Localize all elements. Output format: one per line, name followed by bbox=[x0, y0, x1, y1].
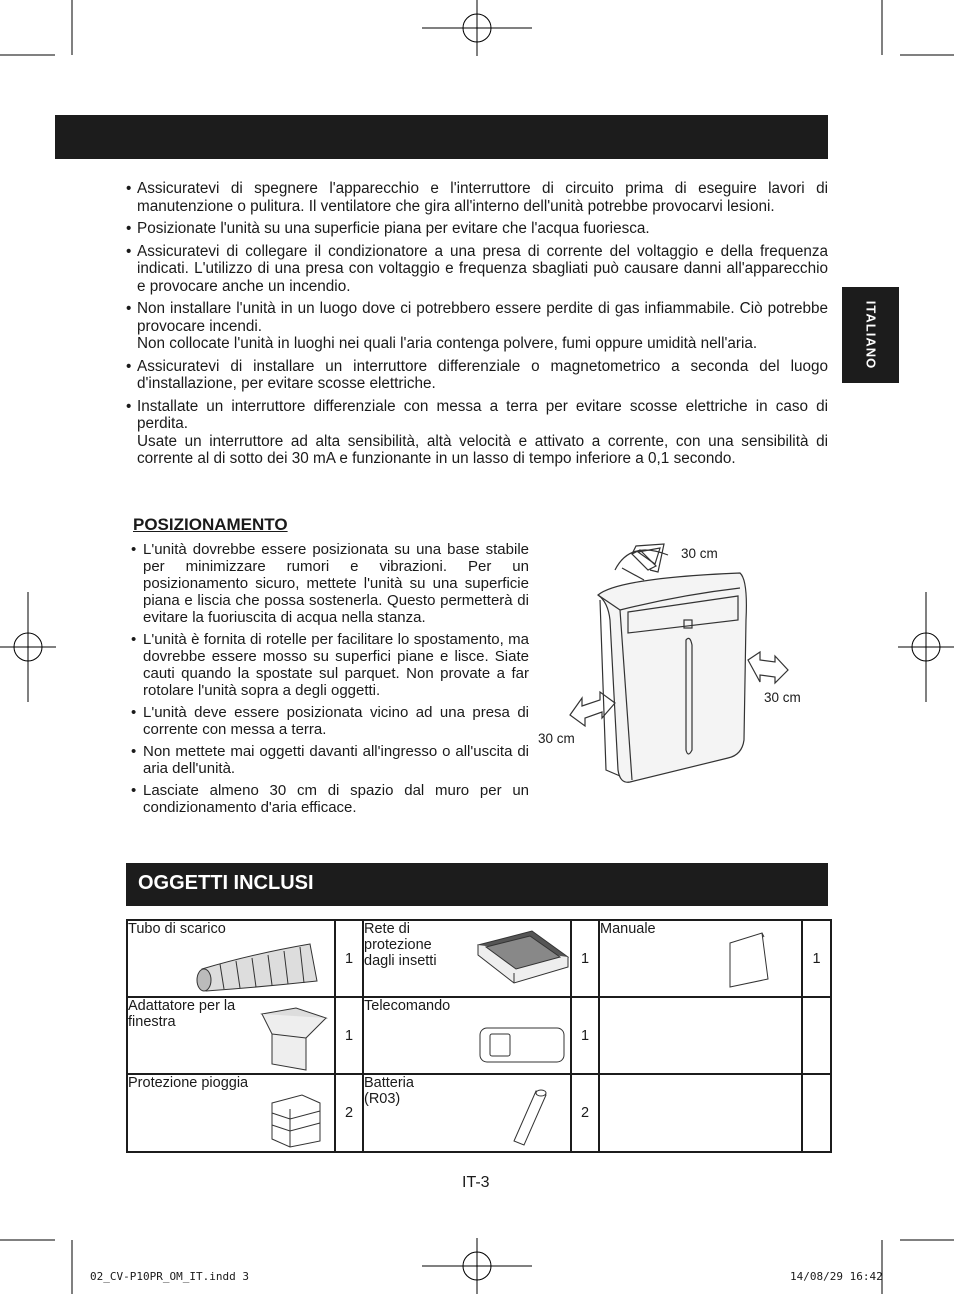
item-qty: 1 bbox=[335, 997, 363, 1074]
item-qty: 2 bbox=[571, 1074, 599, 1152]
item-cell: Telecomando bbox=[363, 997, 571, 1074]
empty-cell bbox=[599, 1074, 802, 1152]
warning-item: • Installate un interruttore differenziale con messa a terra per evitare scosse elettriche in caso di perdita. Usate un interruttore ad alta sensibilità, altà velocità e attivato a corrente, con una sensibilità di corrente al di sotto dei 30 mA e funzionante in un lasso di tempo inferiore a 0,1 secondo. bbox=[126, 398, 828, 468]
item-qty: 1 bbox=[335, 920, 363, 997]
positioning-item: • Non mettete mai oggetti davanti all'ingresso o all'uscita di aria dell'unità. bbox=[131, 743, 529, 777]
item-cell: Tubo di scarico bbox=[127, 920, 335, 997]
item-qty bbox=[802, 997, 831, 1074]
clearance-right-label: 30 cm bbox=[764, 690, 801, 705]
positioning-list bbox=[131, 541, 529, 821]
included-title: OGGETTI INCLUSI bbox=[138, 872, 314, 894]
item-qty: 1 bbox=[571, 997, 599, 1074]
empty-cell bbox=[599, 997, 802, 1074]
positioning-item: • L'unità deve essere posizionata vicino ad una presa di corrente con messa a terra. bbox=[131, 704, 529, 738]
remote-control-icon bbox=[476, 1024, 568, 1068]
positioning-item: • L'unità dovrebbe essere posizionata su una base stabile per minimizzare rumori e vibrazioni. Per un posizionamento sicuro, mettete l'unità su una superficie piana e liscia che possa sostenerla. Questo permetterà di evitare la fuoriuscita di acqua nella stanza. bbox=[131, 541, 529, 626]
item-qty: 1 bbox=[571, 920, 599, 997]
clearance-arrow-left-icon bbox=[570, 692, 615, 726]
positioning-item: • L'unità è fornita di rotelle per facilitare lo spostamento, ma dovrebbe essere mosso su superfici piane e lisce. Siate cauti quando la spostate sul parquet. Non provate a far rotolare l'unità sopra a degli oggetti. bbox=[131, 631, 529, 699]
positioning-title: POSIZIONAMENTO bbox=[133, 515, 288, 534]
air-conditioner-illustration bbox=[560, 540, 820, 790]
clearance-arrow-right-icon bbox=[748, 652, 788, 683]
warning-item: • Assicuratevi di installare un interruttore differenziale o magnetometrico a seconda del luogo d'installazione, per evitare scosse elettriche. bbox=[126, 358, 828, 393]
window-adapter-icon bbox=[256, 1004, 332, 1074]
table-row bbox=[127, 1074, 831, 1152]
language-tab-label: ITALIANO bbox=[863, 300, 878, 370]
insect-net-icon bbox=[472, 927, 570, 991]
warning-list bbox=[126, 180, 828, 473]
included-header bbox=[126, 863, 828, 906]
item-cell: Batteria (R03) bbox=[363, 1074, 571, 1152]
page-number: IT-3 bbox=[462, 1174, 490, 1191]
item-qty: 1 bbox=[802, 920, 831, 997]
item-cell: Protezione pioggia bbox=[127, 1074, 335, 1152]
item-cell: Rete di protezione dagli insetti bbox=[363, 920, 571, 997]
drain-hose-icon bbox=[192, 939, 322, 993]
table-row bbox=[127, 997, 831, 1074]
item-qty bbox=[802, 1074, 831, 1152]
warning-item: • Non installare l'unità in un luogo dove ci potrebbero essere perdite di gas infiammabile. Ciò potrebbe provocare incendi. Non collocate l'unità in luoghi nei quali l'aria contenga polvere, fumi oppure umidità nell'aria. bbox=[126, 300, 828, 353]
battery-icon bbox=[510, 1087, 550, 1149]
item-qty: 2 bbox=[335, 1074, 363, 1152]
footer-filename: 02_CV-P10PR_OM_IT.indd 3 bbox=[90, 1270, 249, 1283]
warning-item: • Assicuratevi di collegare il condizionatore a una presa di corrente del voltaggio e della frequenza indicati. L'utilizzo di una presa con voltaggio e frequenza sbagliati può causare danni all'apparecchio e provocare anche un incendio. bbox=[126, 243, 828, 296]
manual-icon bbox=[726, 929, 774, 989]
item-cell: Manuale bbox=[599, 920, 802, 997]
table-row bbox=[127, 920, 831, 997]
clearance-top-label: 30 cm bbox=[681, 546, 718, 561]
warning-item: • Posizionate l'unità su una superficie piana per evitare che l'acqua fuoriesca. bbox=[126, 220, 828, 238]
warning-item: • Assicuratevi di spegnere l'apparecchio e l'interruttore di circuito prima di eseguire lavori di manutenzione o pulitura. Il ventilatore che gira all'interno dell'unità potrebbe provocarvi lesioni. bbox=[126, 180, 828, 215]
rain-guard-icon bbox=[266, 1091, 326, 1149]
item-cell: Adattatore per la finestra bbox=[127, 997, 335, 1074]
footer-timestamp: 14/08/29 16:42 bbox=[790, 1270, 883, 1283]
included-table bbox=[126, 919, 832, 1153]
clearance-left-label: 30 cm bbox=[538, 731, 575, 746]
positioning-item: • Lasciate almeno 30 cm di spazio dal muro per un condizionamento d'aria efficace. bbox=[131, 782, 529, 816]
header-bar bbox=[55, 115, 828, 159]
language-tab bbox=[842, 287, 899, 383]
